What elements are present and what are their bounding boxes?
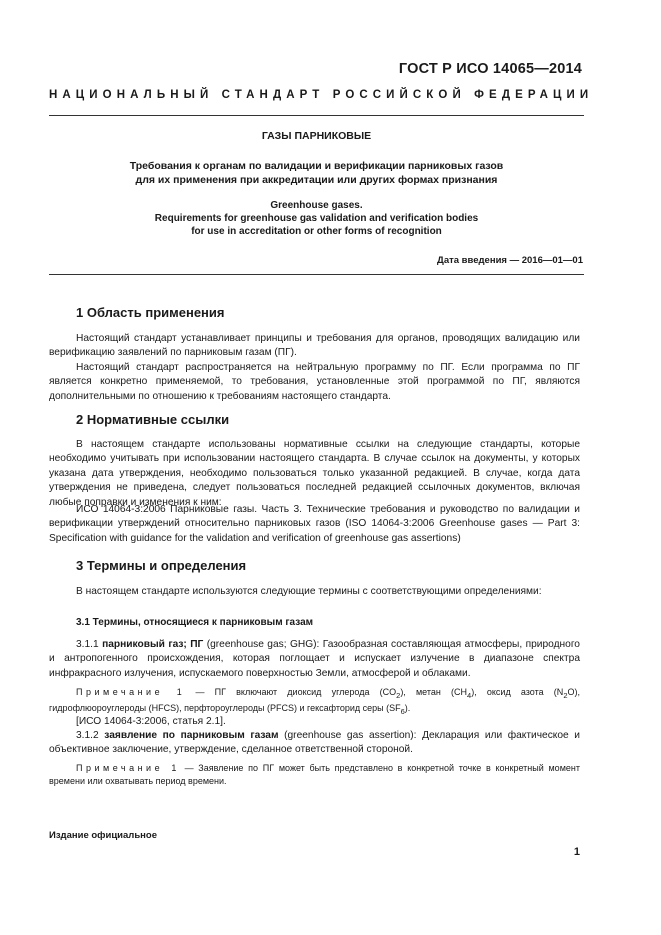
term-definition: (greenhouse gas; GHG): Газообразная составляющая атмосферы, природного и антропогенного происхождения, которая поглощает и испускает излучение в диапазоне спектра инфракрасного излучения, испускаемого поверхностью Земли, атмосферой и облаками. [49,639,580,679]
introduction-date: Дата введения — 2016—01—01 [437,255,583,266]
header-divider [49,115,584,116]
term-name: парниковый газ; ПГ [102,639,204,650]
section-3-paragraph-1: В настоящем стандарте используются следующие термины с соответствующими определениями: [76,586,542,597]
subtitle-en-line-3: for use in accreditation or other forms of recognition [191,226,442,237]
subtitle-english [49,199,584,238]
subtitle-en-line-1: Greenhouse gases. [270,200,363,211]
note-label: Примечание 1 [76,687,186,697]
subtitle-en-line-2: Requirements for greenhouse gas validation and verification bodies [154,213,479,224]
term-3-1-2 [49,729,580,758]
section-2-paragraph-1: В настоящем стандарте использованы нормативные ссылки на следующие стандарты, которые необходимо учитывать при использовании настоящего стандарта. В случае ссылок на документы, у которых указана дата утверждения, необходимо пользоваться только указанной редакцией. В случае, когда дата утверждения не приведена, следует пользоваться последней редакцией ссылочных документов, включая любые поправки и изменения к ним: [49,439,580,508]
section-1-paragraph-2: Настоящий стандарт распространяется на нейтральную программу по ПГ. Если программа по ПГ является конкретно применяемой, то требования, установленные этой программой по ПГ, являются дополнительными по отношению к требованиям настоящего стандарта. [49,362,580,402]
official-edition-label: Издание официальное [49,830,157,841]
subsection-3-1-heading: 3.1 Термины, относящиеся к парниковым газам [76,617,314,628]
page-number: 1 [573,846,580,858]
standard-number: ГОСТ Р ИСО 14065—2014 [398,61,582,77]
section-1-paragraph-1: Настоящий стандарт устанавливает принципы и требования для органов, проводящих валидацию или верификацию заявлений по парниковым газам (ПГ). [49,333,580,359]
subtitle-ru-line-2: для их применения при аккредитации или других формах признания [135,174,498,186]
subtitle-russian [49,159,584,187]
note-3-1-1: Примечание 1 — ПГ включают диоксид углерода $(CO_2)$, метан $(CH_4)$, оксид азота $(N_2O)$, гидрофлюороуглероды (HFCS), перфтороуглероды (PFCS) и гексафторид серы $(SF_6)$. [49,687,580,716]
term-number: 3.1.1 [76,639,99,650]
document-title: ГАЗЫ ПАРНИКОВЫЕ [261,130,372,142]
section-1-heading: 1 Область применения [76,305,225,320]
term-name: заявление по парниковым газам [104,730,279,741]
date-divider [49,274,584,275]
source-reference: [ИСО 14064-3:2006, статья 2.1]. [76,716,226,727]
section-2-paragraph-2: ИСО 14064-3:2006 Парниковые газы. Часть 3. Технические требования и руководство по валидации и верификации утверждений относительно парниковых газов (ISO 14064-3:2006 Greenhouse gases — Part 3: Specification with guidance for the validation and verification of greenhouse gas assertions) [49,504,580,544]
note-label: Примечание 1 [76,763,180,773]
term-number: 3.1.2 [76,730,99,741]
term-definition: (greenhouse gas assertion): Декларация или фактическое и объективное заключение, утверждение, сделанное ответственной стороной. [49,730,580,756]
subtitle-ru-line-1: Требования к органам по валидации и верификации парниковых газов [129,160,504,172]
note-3-1-2: Примечание 1 — Заявление по ПГ может быть представлено в конкретной точке в конкретный момент времени или охватывать период времени. [49,763,580,786]
national-standard-banner: НАЦИОНАЛЬНЫЙ СТАНДАРТ РОССИЙСКОЙ ФЕДЕРАЦИИ [49,89,594,101]
section-3-heading: 3 Термины и определения [76,558,247,573]
section-2-heading: 2 Нормативные ссылки [76,412,230,427]
term-3-1-1 [49,638,580,681]
